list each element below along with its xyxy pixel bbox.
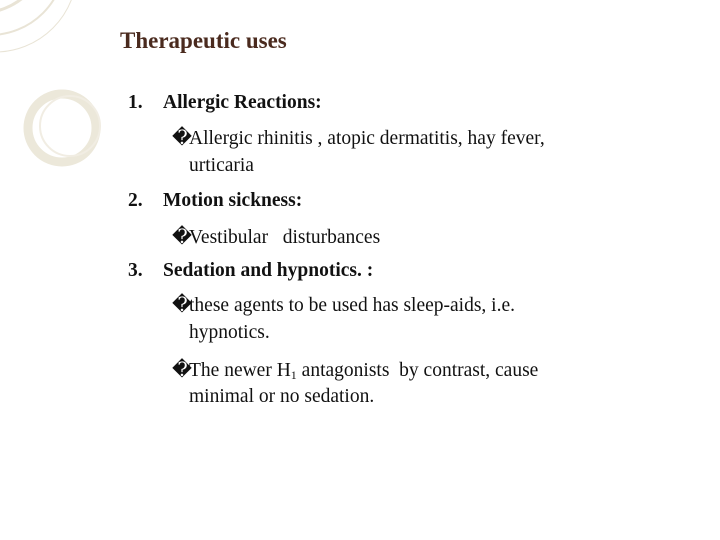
sub-bullet-continuation: minimal or no sedation. bbox=[189, 386, 375, 407]
sub-bullet bbox=[172, 225, 380, 249]
sub-bullet-text: Vestibular disturbances bbox=[189, 227, 381, 248]
item-heading: Sedation and hypnotics. : bbox=[163, 260, 374, 281]
bullet-glyph: � bbox=[172, 227, 192, 248]
list-item-3 bbox=[128, 260, 373, 282]
bullet-glyph: � bbox=[172, 128, 192, 149]
bullet-glyph: � bbox=[172, 360, 192, 381]
sub-bullet-text: Allergic rhinitis , atopic dermatitis, hay fever, bbox=[189, 128, 545, 149]
item-number: 3. bbox=[128, 260, 143, 281]
item-number: 1. bbox=[128, 92, 143, 113]
bullet-glyph: � bbox=[172, 295, 192, 316]
sub-bullet-continuation: urticaria bbox=[189, 155, 254, 176]
subscript-number: 1 bbox=[290, 368, 297, 382]
item-heading: Motion sickness: bbox=[163, 190, 303, 211]
page-title: Therapeutic uses bbox=[120, 28, 287, 53]
sub-bullet bbox=[172, 358, 538, 382]
list-item-2 bbox=[128, 190, 302, 212]
sub-bullet bbox=[172, 126, 545, 150]
sub-bullet-text-post: antagonists by contrast, cause bbox=[296, 360, 539, 381]
list-item-1 bbox=[128, 92, 322, 114]
item-heading: Allergic Reactions: bbox=[163, 92, 322, 113]
sub-bullet-continuation: hypnotics. bbox=[189, 322, 270, 343]
sub-bullet-text: these agents to be used has sleep-aids, i.e. bbox=[189, 295, 515, 316]
sub-bullet-text-pre: The newer H bbox=[189, 360, 291, 381]
item-number: 2. bbox=[128, 190, 143, 211]
sub-bullet bbox=[172, 293, 515, 317]
